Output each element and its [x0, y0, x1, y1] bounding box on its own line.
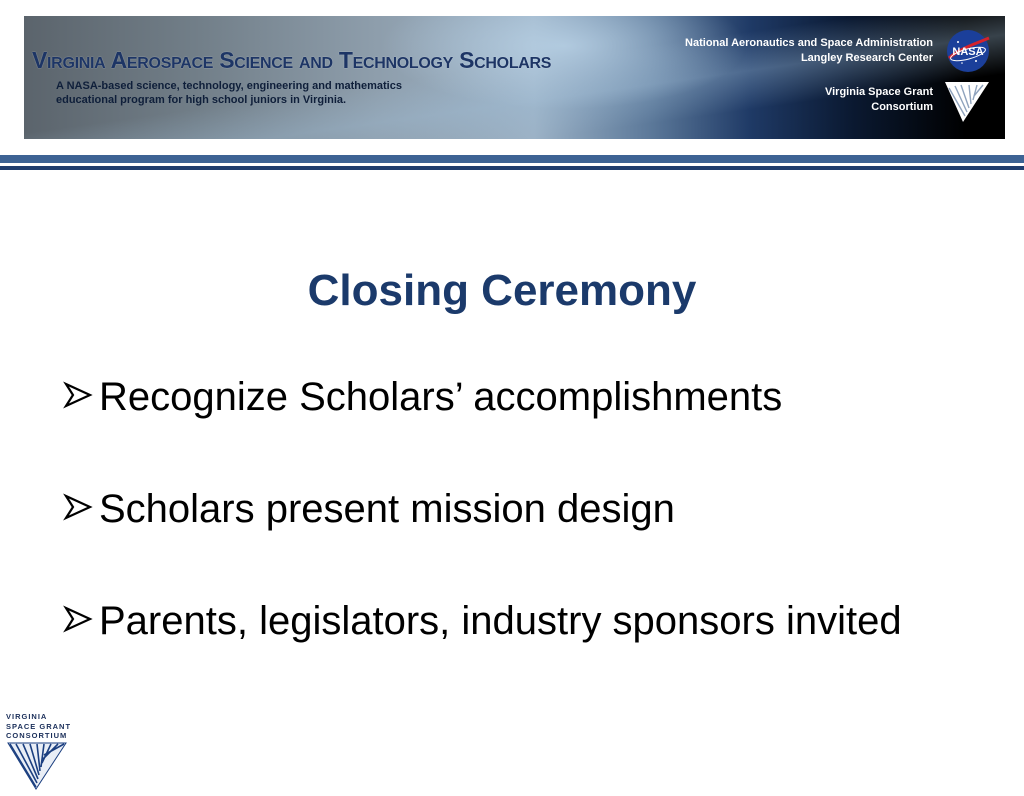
banner-subtitle-line-1: A NASA-based science, technology, engineering and mathematics	[56, 80, 402, 92]
arrow-bullet-icon	[63, 370, 99, 424]
footer-logo-line-3: CONSORTIUM	[6, 731, 68, 740]
header-banner	[24, 16, 1005, 139]
header-rule-thin	[0, 166, 1024, 170]
nasa-org-label	[685, 36, 933, 66]
vsgc-org-line-1: Virginia Space Grant	[824, 86, 933, 98]
arrow-bullet-icon	[63, 482, 99, 536]
banner-subtitle-line-2: educational program for high school juniors in Virginia.	[56, 94, 347, 106]
bullet-text: Recognize Scholars’ accomplishments	[99, 375, 783, 419]
arrow-bullet-icon	[63, 594, 99, 648]
bullet-item	[63, 482, 675, 536]
footer-logo-line-2: SPACE GRANT	[6, 721, 72, 731]
vsgc-org-line-2: Consortium	[871, 101, 933, 113]
vsgc-triangle-icon	[6, 741, 68, 791]
footer-logo-line-1: VIRGINIA	[6, 712, 48, 721]
footer-logo-text	[6, 712, 72, 741]
nasa-org-line-2: Langley Research Center	[800, 52, 933, 64]
banner-title: Virginia Aerospace Science and Technology Scholars	[32, 47, 552, 73]
banner-subtitle	[56, 79, 402, 107]
header-rule-thick	[0, 155, 1024, 163]
bullet-text: Parents, legislators, industry sponsors invited	[99, 599, 902, 643]
vsgc-logo-icon	[943, 80, 991, 124]
bullet-text: Scholars present mission design	[99, 487, 675, 531]
footer-vsgc-logo	[6, 712, 72, 796]
nasa-org-line-1: National Aeronautics and Space Administration	[685, 37, 933, 49]
bullet-item	[63, 594, 923, 648]
slide-title: Closing Ceremony	[307, 266, 697, 315]
nasa-logo-text: NASA	[952, 46, 984, 58]
bullet-item	[63, 370, 782, 424]
vsgc-org-label	[825, 85, 933, 115]
nasa-logo-icon	[945, 28, 991, 74]
